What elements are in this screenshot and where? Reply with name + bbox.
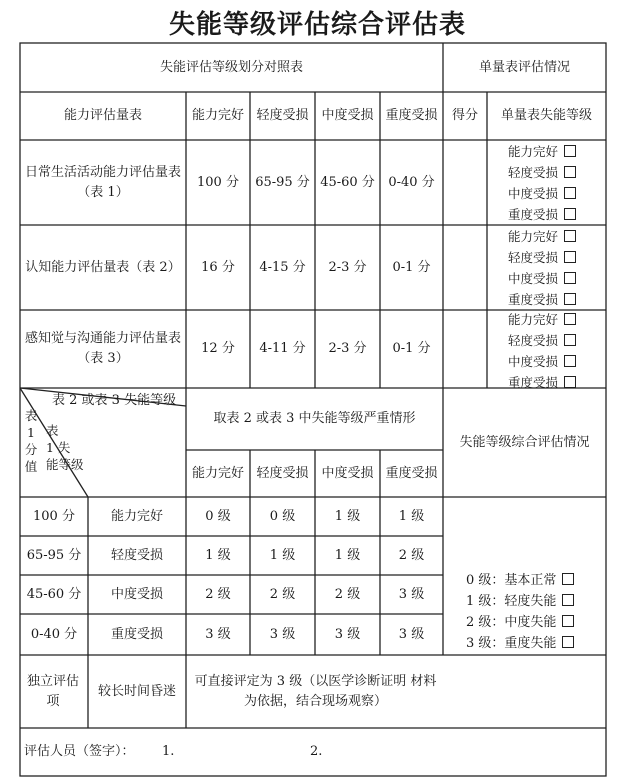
level-option[interactable]: 能力完好 — [508, 226, 576, 247]
summary-option[interactable]: 2 级：中度失能 — [466, 612, 574, 633]
independent-desc: 可直接评定为 3 级（以医学诊断证明 材料为依据，结合现场观察） — [194, 673, 437, 709]
evaluator-label: 评估人员（签字）： — [24, 744, 135, 759]
colhead-good: 能力完好 — [191, 108, 244, 123]
checkbox[interactable] — [564, 272, 576, 284]
matrix-head: 中度受损 — [321, 465, 374, 481]
scale-mild: 65-95 分 — [255, 174, 310, 190]
matrix-head: 能力完好 — [191, 465, 244, 481]
scale-severe: 0-40 分 — [388, 174, 435, 190]
summary-checklist — [466, 570, 574, 654]
checkbox[interactable] — [564, 251, 576, 263]
scale-moderate: 2-3 分 — [328, 341, 367, 356]
signature-1-field[interactable] — [180, 738, 300, 766]
independent-label: 独立评估项 — [26, 673, 79, 709]
checkbox[interactable] — [564, 313, 576, 325]
colhead-severe: 重度受损 — [385, 108, 438, 123]
matrix-cell: 0 级 — [269, 508, 296, 524]
scale-name: 认知能力评估量表（表 2） — [25, 259, 181, 275]
matrix-cell: 1 级 — [334, 547, 361, 563]
checkbox[interactable] — [564, 230, 576, 242]
level-option[interactable]: 重度受损 — [508, 204, 576, 225]
matrix-title: 取表 2 或表 3 中失能等级严重情形 — [213, 411, 416, 426]
diag-col2-label: 表 1 失 能等级 — [46, 422, 84, 472]
scale-good: 12 分 — [201, 341, 235, 356]
matrix-cell: 1 级 — [398, 508, 425, 524]
matrix-cell: 1 级 — [205, 547, 231, 563]
checkbox[interactable] — [564, 334, 576, 346]
level-option[interactable]: 重度受损 — [508, 372, 576, 393]
level-option[interactable]: 中度受损 — [508, 183, 576, 204]
level-option[interactable]: 能力完好 — [508, 309, 576, 330]
matrix-cell: 0 级 — [205, 508, 231, 524]
level-checklist — [508, 226, 576, 310]
score-input[interactable] — [443, 225, 487, 310]
matrix-cell: 2 级 — [398, 547, 425, 563]
level-option[interactable]: 中度受损 — [508, 268, 576, 289]
level-checklist — [508, 141, 576, 225]
scale-name: 日常生活活动能力评估量表（表 1） — [24, 164, 181, 200]
independent-item: 较长时间昏迷 — [97, 683, 176, 699]
scale-good: 100 分 — [197, 174, 239, 190]
matrix-cell: 2 级 — [205, 586, 231, 602]
section-header-single: 单量表评估情况 — [478, 59, 570, 75]
checkbox[interactable] — [562, 615, 574, 627]
signature-2-label: 2. — [310, 744, 323, 759]
level-checklist — [508, 309, 576, 393]
colhead-moderate: 中度受损 — [321, 108, 374, 123]
colhead-scale: 能力评估量表 — [63, 108, 142, 123]
summary-option[interactable]: 3 级：重度失能 — [466, 633, 574, 654]
summary-header: 失能等级综合评估情况 — [459, 434, 590, 450]
checkbox[interactable] — [564, 208, 576, 220]
matrix-head: 轻度受损 — [256, 465, 309, 481]
summary-option[interactable]: 0 级：基本正常 — [466, 570, 574, 591]
matrix-cell: 2 级 — [334, 586, 361, 602]
diag-top-label: 表 2 或表 3 失能等级 — [52, 393, 177, 408]
matrix-cell: 3 级 — [205, 626, 231, 642]
score-input[interactable] — [443, 140, 487, 225]
matrix-level: 重度受损 — [110, 626, 163, 642]
scale-moderate: 2-3 分 — [328, 259, 367, 275]
diag-col1-label: 表 1 分 值 — [24, 408, 38, 474]
summary-option[interactable]: 1 级：轻度失能 — [466, 591, 574, 612]
scale-name: 感知觉与沟通能力评估量表（表 3） — [24, 331, 181, 366]
scale-moderate: 45-60 分 — [320, 174, 375, 190]
checkbox[interactable] — [564, 166, 576, 178]
level-option[interactable]: 轻度受损 — [508, 162, 576, 183]
matrix-score: 0-40 分 — [30, 626, 78, 642]
colhead-mild: 轻度受损 — [256, 108, 309, 123]
matrix-level: 中度受损 — [110, 586, 163, 602]
matrix-score: 45-60 分 — [26, 586, 82, 602]
matrix-cell: 2 级 — [269, 586, 296, 602]
checkbox[interactable] — [562, 573, 574, 585]
signature-1-label: 1. — [162, 744, 175, 759]
colhead-score: 得分 — [451, 108, 478, 123]
checkbox[interactable] — [564, 376, 576, 388]
checkbox[interactable] — [562, 594, 574, 606]
colhead-level: 单量表失能等级 — [500, 108, 592, 123]
level-option[interactable]: 能力完好 — [508, 141, 576, 162]
matrix-level: 轻度受损 — [110, 547, 163, 563]
matrix-cell: 1 级 — [269, 547, 296, 563]
checkbox[interactable] — [564, 355, 576, 367]
level-option[interactable]: 中度受损 — [508, 351, 576, 372]
matrix-cell: 1 级 — [334, 508, 361, 524]
matrix-head: 重度受损 — [385, 465, 438, 481]
level-option[interactable]: 重度受损 — [508, 289, 576, 310]
matrix-cell: 3 级 — [269, 626, 296, 642]
matrix-cell: 3 级 — [398, 586, 425, 602]
scale-severe: 0-1 分 — [392, 341, 431, 356]
matrix-cell: 3 级 — [334, 626, 361, 642]
checkbox[interactable] — [564, 293, 576, 305]
level-option[interactable]: 轻度受损 — [508, 330, 576, 351]
scale-good: 16 分 — [201, 259, 235, 275]
section-header-comparison: 失能评估等级划分对照表 — [159, 59, 303, 75]
matrix-score: 100 分 — [33, 508, 75, 524]
checkbox[interactable] — [564, 187, 576, 199]
scale-severe: 0-1 分 — [392, 259, 431, 275]
page-title: 失能等级评估综合评估表 — [168, 10, 466, 40]
scale-mild: 4-11 分 — [259, 341, 306, 356]
matrix-level: 能力完好 — [110, 508, 163, 524]
checkbox[interactable] — [562, 636, 574, 648]
score-input[interactable] — [443, 310, 487, 388]
signature-2-field[interactable] — [330, 738, 480, 766]
scale-mild: 4-15 分 — [259, 259, 306, 275]
matrix-cell: 3 级 — [398, 626, 425, 642]
checkbox[interactable] — [564, 145, 576, 157]
level-option[interactable]: 轻度受损 — [508, 247, 576, 268]
matrix-score: 65-95 分 — [26, 547, 82, 563]
